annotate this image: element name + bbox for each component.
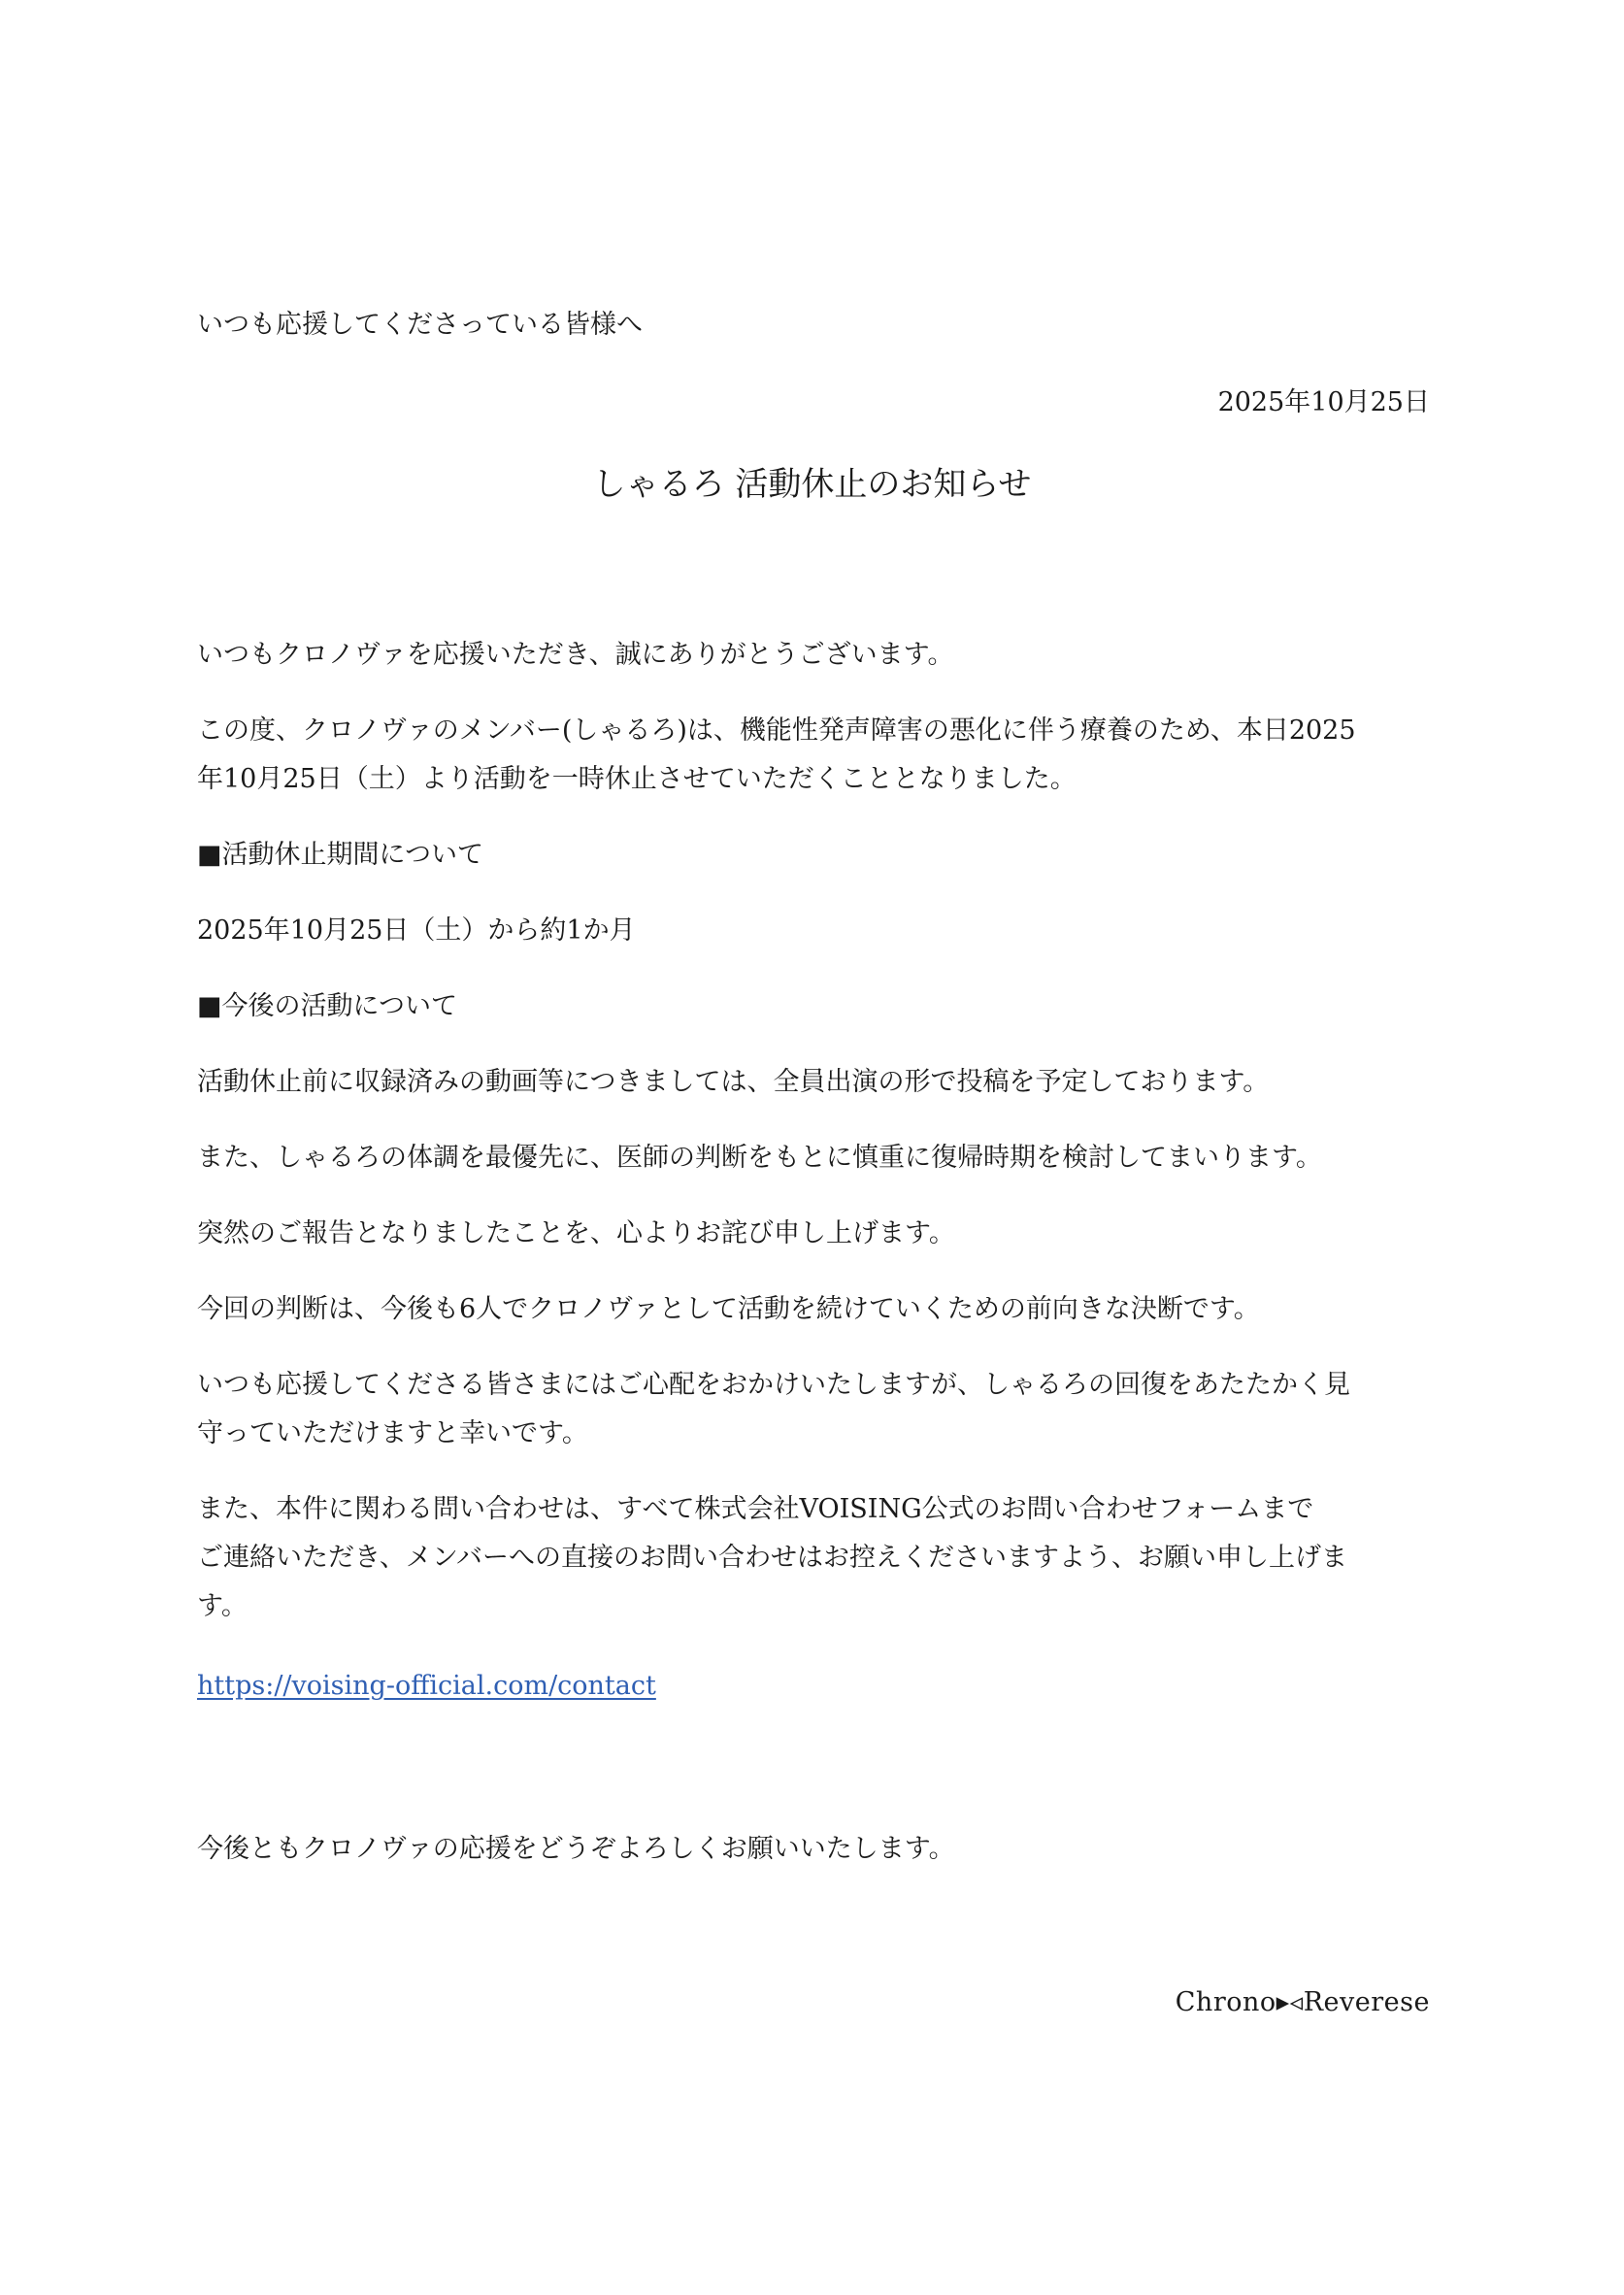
paragraph-support-line-2: 守っていただけますと幸いです。 xyxy=(197,1418,588,1448)
paragraph-decision: 今回の判断は、今後も6人でクロノヴァとして活動を続けていくための前向きな決断です。 xyxy=(197,1294,1260,1324)
paragraph-support-line-1: いつも応援してくださる皆さまにはご心配をおかけいたしますが、しゃるろの回復をあたたかく見 xyxy=(197,1370,1350,1400)
paragraph-inquiry-line-1: また、本件に関わる問い合わせは、すべて株式会社VOISING公式のお問い合わせフォームまで xyxy=(197,1494,1314,1524)
document-title: しゃるろ 活動休止のお知らせ xyxy=(592,465,1032,504)
paragraph-health: また、しゃるろの体調を最優先に、医師の判断をもとに慎重に復帰時期を検討してまいります。 xyxy=(197,1143,1322,1173)
section-heading-period: ■活動休止期間について xyxy=(197,840,483,870)
closing-remark: 今後ともクロノヴァの応援をどうぞよろしくお願いいたします。 xyxy=(197,1834,955,1864)
paragraph-videos: 活動休止前に収録済みの動画等につきましては、全員出演の形で投稿を予定しております。 xyxy=(197,1067,1270,1097)
paragraph-apology: 突然のご報告となりましたことを、心よりお詫び申し上げます。 xyxy=(197,1218,955,1248)
signature: Chrono▸◃Reverese xyxy=(1175,1987,1430,2017)
paragraph-inquiry-line-3: す。 xyxy=(197,1591,248,1621)
paragraph-period: 2025年10月25日（土）から約1か月 xyxy=(197,915,636,946)
paragraph-announcement-line-1: この度、クロノヴァのメンバー(しゃるろ)は、機能性発声障害の悪化に伴う療養のため、本日2025 xyxy=(197,715,1356,746)
contact-link[interactable]: https://voising-official.com/contact xyxy=(197,1671,656,1701)
paragraph-announcement-line-2: 年10月25日（土）より活動を一時休止させていただくこととなりました。 xyxy=(197,764,1077,794)
paragraph-greeting: いつもクロノヴァを応援いただき、誠にありがとうございます。 xyxy=(197,640,954,670)
paragraph-inquiry-line-2: ご連絡いただき、メンバーへの直接のお問い合わせはお控えくださいますよう、お願い申し上げま xyxy=(197,1543,1348,1573)
section-heading-future: ■今後の活動について xyxy=(197,991,457,1021)
document-date: 2025年10月25日 xyxy=(1217,387,1430,417)
salutation: いつも応援してくださっている皆様へ xyxy=(197,310,643,340)
